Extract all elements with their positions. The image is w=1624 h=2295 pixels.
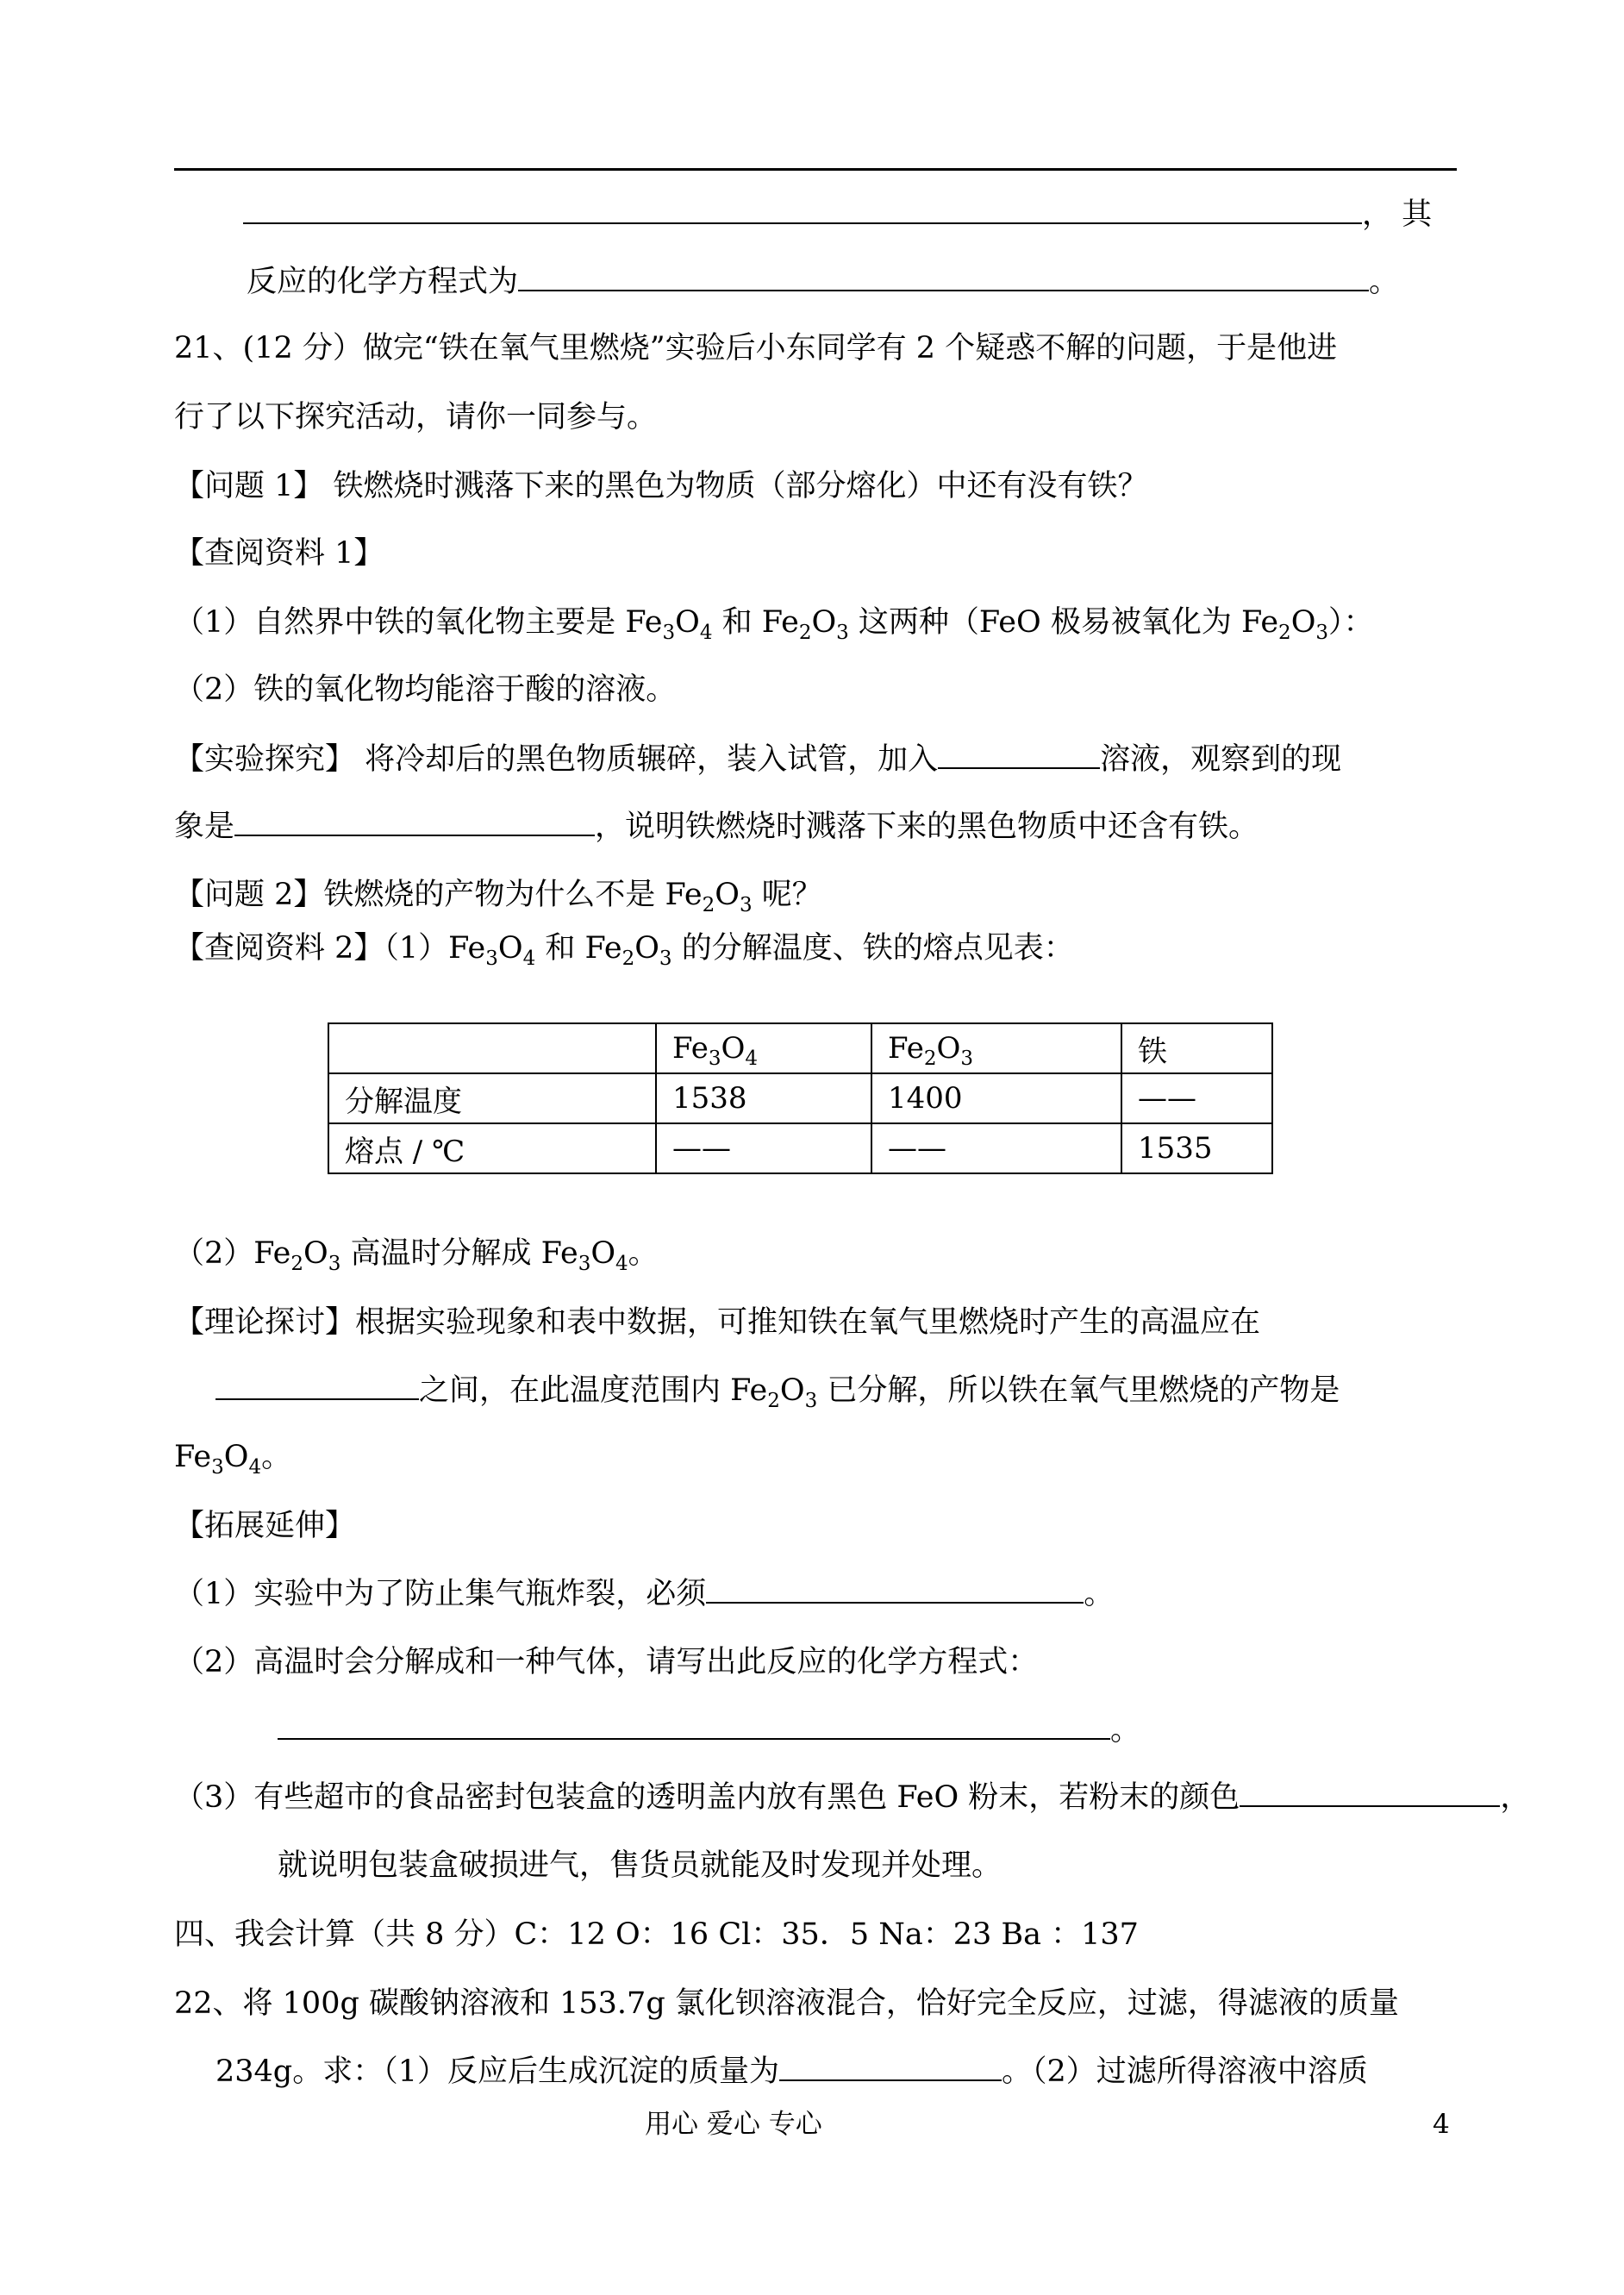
extension-item-3: （3）有些超市的食品密封包装盒的透明盖内放有黑色 FeO 粉末，若粉末的颜色 ， <box>174 1778 1530 1817</box>
experiment-line-1: 【实验探究】 将冷却后的黑色物质辗碎，装入试管，加入 溶液，观察到的现 <box>174 740 1341 779</box>
equation-prompt: 反应的化学方程式为 。 <box>247 262 1399 301</box>
reference-2: 【查阅资料 2】$(1)Fe_3O_4$ 和 $Fe_2O_3$ 的分解温度、铁的熔点见表： <box>174 931 1074 970</box>
table-cell: —— <box>1121 1073 1272 1123</box>
problem-2: 【问题 2】铁燃烧的产物为什么不是 $Fe_2O_3$ 呢？ <box>174 878 822 916</box>
question-21-line-2: 行了以下探究活动，请你一同参与。 <box>174 400 658 435</box>
table-cell: 1538 <box>656 1073 871 1123</box>
equation-blank[interactable] <box>278 1710 1110 1740</box>
page-number: 4 <box>1433 2109 1450 2140</box>
extension-item-1: （1）实验中为了防止集气瓶炸裂，必须 。 <box>174 1574 1114 1613</box>
precipitate-mass-blank[interactable] <box>779 2052 1002 2081</box>
theory-line-1: 【理论探讨】根据实验现象和表中数据，可推知铁在氧气里燃烧时产生的高温应在 <box>174 1305 1261 1340</box>
temperature-table <box>328 1022 1273 1174</box>
extension-title: 【拓展延伸】 <box>174 1509 356 1543</box>
reagent-blank[interactable] <box>938 740 1100 769</box>
theory-line-3: $Fe_3O_4$。 <box>174 1440 292 1479</box>
reference-2-item-2: $(2)Fe_2O_3$ 高温时分解成 $Fe_3O_4$。 <box>174 1236 659 1275</box>
answer-blank[interactable] <box>243 195 1362 224</box>
reference-1-title: 【查阅资料 1】 <box>174 536 384 571</box>
table-cell: 1400 <box>871 1073 1121 1123</box>
temperature-range-blank[interactable] <box>215 1371 419 1400</box>
reference-1-item-2: （2）铁的氧化物均能溶于酸的溶液。 <box>174 672 677 707</box>
table-cell: 1535 <box>1121 1123 1272 1173</box>
table-row <box>328 1123 1272 1173</box>
question-22-line-1: 22、将 100g 碳酸钠溶液和 153.7g 氯化钡溶液混合，恰好完全反应，过滤，得滤液的质量 <box>174 1986 1399 2021</box>
phenomenon-blank[interactable] <box>234 807 595 836</box>
table-cell <box>328 1023 656 1073</box>
table-cell: 分解温度 <box>328 1073 656 1123</box>
question-21-line-1: 21、(12 分）做完“铁在氧气里燃烧”实验后小东同学有 2 个疑惑不解的问题，于是他进 <box>174 331 1338 366</box>
table-header-row <box>328 1023 1272 1073</box>
question-22-line-2: 234g。求：（1）反应后生成沉淀的质量为 。（2）过滤所得溶液中溶质 <box>215 2052 1368 2091</box>
equation-blank[interactable] <box>518 262 1369 291</box>
experiment-line-2: 象是 ，说明铁燃烧时溅落下来的黑色物质中还含有铁。 <box>174 807 1259 846</box>
footer-motto: 用心 爱心 专心 <box>645 2109 822 2140</box>
problem-1: 【问题 1】 铁燃烧时溅落下来的黑色为物质（部分熔化）中还有没有铁？ <box>174 469 1148 503</box>
extension-item-2-answer: 。 <box>278 1710 1140 1749</box>
table-header-fe3o4: $Fe_3O_4$ <box>656 1023 871 1073</box>
section-4-heading: 四、我会计算（共 8 分）C：12 O：16 Cl：35．5 Na：23 Ba ：137 <box>174 1917 1139 1952</box>
precaution-blank[interactable] <box>706 1574 1084 1604</box>
table-header-iron: 铁 <box>1121 1023 1272 1073</box>
reference-1-item-1: （1）自然界中铁的氧化物主要是 $Fe_3O_4$ 和 $Fe_2O_3$ 这两种（FeO 极易被氧化为 $Fe_2O_3$）： <box>174 605 1374 644</box>
extension-item-3-cont: 就说明包装盒破损进气，售货员就能及时发现并处理。 <box>278 1848 1003 1883</box>
table-row <box>328 1073 1272 1123</box>
header-rule <box>174 168 1457 171</box>
color-blank[interactable] <box>1240 1778 1500 1807</box>
table-cell: —— <box>656 1123 871 1173</box>
table-header-fe2o3: $Fe_2O_3$ <box>871 1023 1121 1073</box>
answer-line-1: ， 其 <box>243 195 1432 234</box>
extension-item-2: （2）高温时会分解成和一种气体，请写出此反应的化学方程式： <box>174 1645 1039 1679</box>
table-cell: 熔点 / ℃ <box>328 1123 656 1173</box>
table-cell: —— <box>871 1123 1121 1173</box>
theory-line-2: 之间，在此温度范围内 $Fe_2O_3$ 已分解，所以铁在氧气里燃烧的产物是 <box>215 1371 1340 1413</box>
